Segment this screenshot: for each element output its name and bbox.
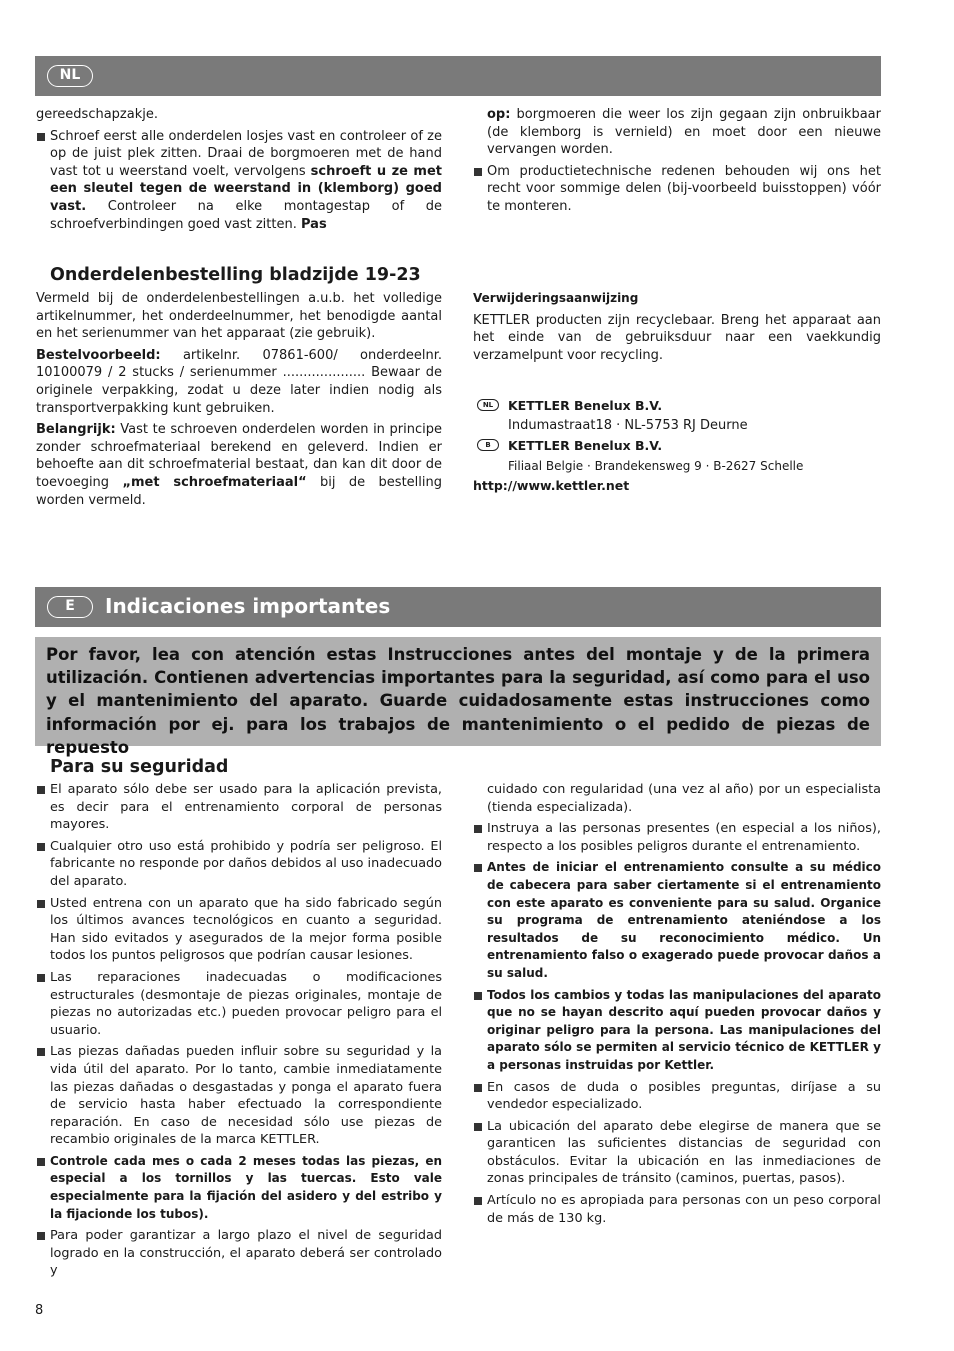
bullet-item: Para poder garantizar a largo plazo el nivel de seguridad logrado en la construcción, el aparato deberá ser controlado y	[36, 1227, 442, 1280]
bullet-item: Usted entrena con un aparato que ha sido fabricado según los últimos avances tecnológicos en cuanto a seguridad. Han sido evitados y asegurados de la mejor forma posible todos los puntos peligrosos que podrían causar lesiones.	[36, 895, 442, 965]
paragraph: Belangrijk: Vast te schroeven onderdelen worden in principe zonder schroefmateriaal berekend en geleverd. Indien er behoefte aan dit schroefmaterial bestaat, dan kan dit door de toevoeging „met schroefmateriaal“ bij de bestelling worden vermeld.	[36, 422, 442, 508]
paragraph: KETTLER producten zijn recyclebaar. Breng het apparaat aan het einde van de gebruiksduur naar een vaekkundig verzamelpunt voor recycling.	[473, 312, 881, 363]
bullet-item: Cualquier otro uso está prohibido y podría ser peligroso. El fabricante no responde por daños debidos al uso inadecuado del aparato.	[36, 838, 442, 891]
language-badge-nl: NL	[47, 65, 93, 87]
bullet-item: Las reparaciones inadecuadas o modificaciones estructurales (desmontaje de piezas originales, montaje de piezas no autorizadas etc.) pueden provocar peligro para el usuario.	[36, 969, 442, 1039]
bullet-item: En casos de duda o posibles preguntas, diríjase a su vendedor especializado.	[473, 1079, 881, 1114]
language-badge-e: E	[47, 596, 93, 618]
bullet-item: El aparato sólo debe ser usado para la aplicación prevista, es decir para el entrenamiento corporal de personas mayores.	[36, 781, 442, 834]
bullet-item: Artículo no es apropiada para personas con un peso corporal de más de 130 kg.	[473, 1192, 881, 1227]
intro-box: Por favor, lea con atención estas Instrucciones antes del montaje y de la primera utilización. Contienen advertencias importantes para la seguridad, así como para el uso y el mantenimiento del aparato. Guarde cuidadosamente estas instrucciones como información por ej. para los trabajos de mantenimiento o el pedido de piezas de repuesto	[35, 637, 881, 746]
paragraph: cuidado con regularidad (una vez al año) por un especialista (tienda especializada).	[487, 782, 881, 815]
bullet-item: La ubicación del aparato debe elegirse de manera que se garanticen las suficientes distancias de seguridad con obstáculos. Evitar la ubicación en las inmediaciones de zonas principales de tránsito (caminos, puertas, pasos).	[473, 1118, 881, 1188]
parts-column	[36, 290, 442, 513]
address-nl: NL KETTLER Benelux B.V. Indumastraat18 · NL-5753 RJ Deurne	[473, 396, 881, 436]
bullet-item: Controle cada mes o cada 2 meses todas las piezas, en especial a los tornillos y las tuercas. Esto vale especialmente para la fijación del asidero y del estribo y la fijacionde los tubos).	[36, 1153, 442, 1223]
address-block	[473, 396, 881, 496]
bullet-item: Todos los cambios y todas las manipulaciones del aparato que no se hayan descrito aquí pueden provocar daños y originar peligro para la persona. Las manipulaciones del aparato sólo se permiten al servicio técnico de KETTLER y a personas instruidas por Kettler.	[473, 987, 881, 1075]
paragraph: op: borgmoeren die weer los zijn gegaan zijn onbruikbaar (de klemborg is vernield) en moet door een nieuwe vervangen worden.	[487, 107, 881, 158]
es-left-column	[36, 781, 442, 1284]
es-right-column	[473, 781, 881, 1231]
bullet-item: Antes de iniciar el entrenamiento consulte a su médico de cabecera para saber ciertamente si el entrenamiento con este aparato es conveniente para su salud. Organice su programa de entrenamiento ateniéndose a los resultados de su reconocimiento médico. Un entrenamiento falso o exagerado puede provocar daños a su salud.	[473, 859, 881, 982]
disposal-heading: Verwijderingsaanwijzing	[473, 291, 639, 305]
bullet-item: Instruya a las personas presentes (en especial a los niños), respecto a los posibles peligros durante el entrenamiento.	[473, 820, 881, 855]
paragraph: gereedschapzakje.	[36, 107, 158, 122]
disposal-column	[473, 290, 881, 368]
es-header-band	[35, 587, 881, 627]
language-badge-nl-small: NL	[477, 399, 499, 411]
address-b: B KETTLER Benelux B.V. Filiaal Belgie · Brandekensweg 9 · B-2627 Schelle	[473, 436, 881, 476]
bullet-item: Las piezas dañadas pueden influir sobre su seguridad y la vida útil del aparato. Por lo tanto, cambie inmediatamente las piezas dañadas o desgastadas y ponga el aparato fuera de servicio hasta haber efectuado la correspondiente reparación. En caso de necesidad sólo use piezas de recambio originales de la marca KETTLER.	[36, 1043, 442, 1149]
nl-right-column	[473, 106, 881, 220]
nl-header-band	[35, 56, 881, 96]
bullet-item: Om productietechnische redenen behouden wij ons het recht voor sommige delen (bij-voorbeeld buisstoppen) vóór te monteren.	[473, 163, 881, 216]
safety-heading: Para su seguridad	[50, 757, 229, 777]
parts-heading: Onderdelenbestelling bladzijde 19-23	[50, 265, 421, 285]
section-title: Indicaciones importantes	[105, 594, 391, 618]
page-number: 8	[35, 1303, 44, 1318]
website-link[interactable]: http://www.kettler.net	[473, 478, 630, 493]
language-badge-b-small: B	[477, 439, 499, 451]
nl-left-column	[36, 106, 442, 237]
paragraph: Bestelvoorbeeld: artikelnr. 07861-600/ onderdeelnr. 10100079 / 2 stucks / serienummer .................... Bewaar de originele verpakking, zodat u deze later indien nodig als transportverpakking kunt gebruiken.	[36, 347, 442, 416]
bullet-item: Schroef eerst alle onderdelen losjes vast en controleer of ze op de juist plek zitten. Draai de borgmoeren met de hand vast tot u weerstand voelt, vervolgens schroeft u ze met een sleutel tegen de weerstand in (klemborg) goed vast. Controleer na elke montagestap of de schroefverbindingen goed vast zitten. Pas	[36, 128, 442, 234]
paragraph: Vermeld bij de onderdelenbestellingen a.u.b. het volledige artikelnummer, het onderdeelnummer, het benodigde aantal en het serienummer van het apparaat (zie gebruik).	[36, 291, 442, 342]
